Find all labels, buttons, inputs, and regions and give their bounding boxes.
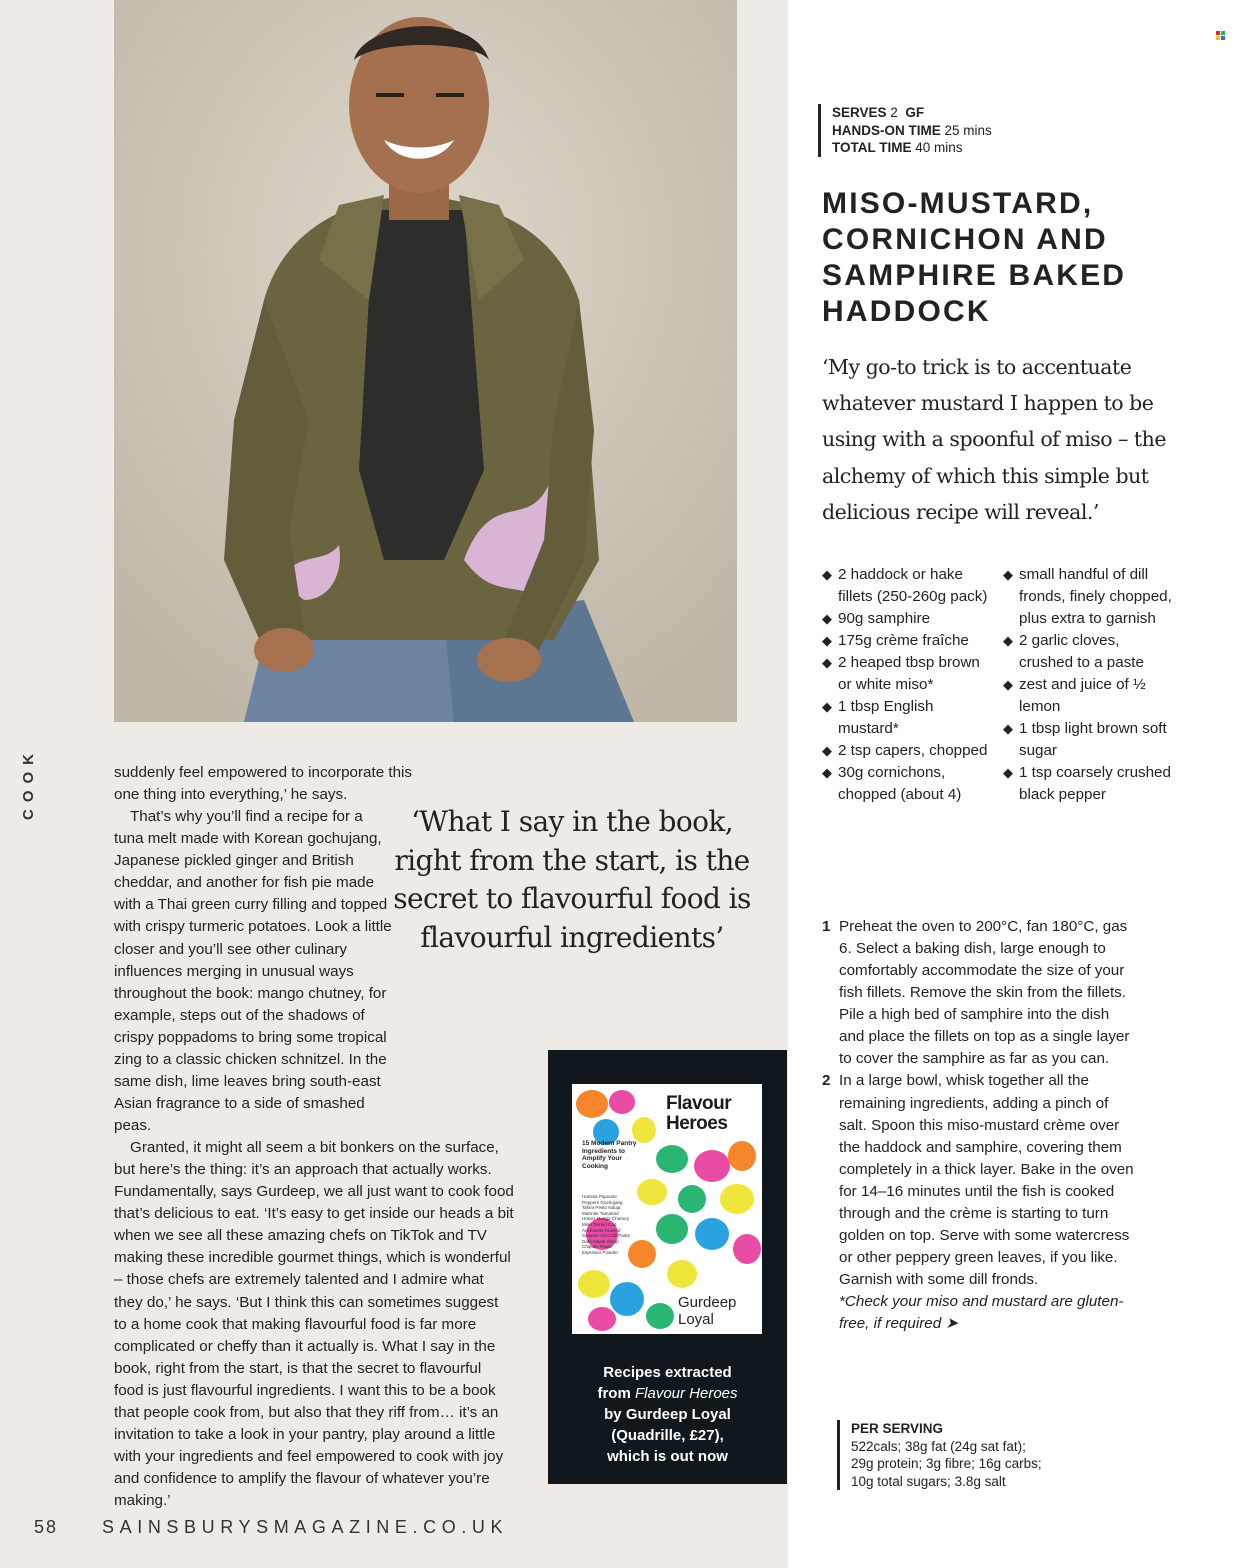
book-promo-box bbox=[548, 1050, 787, 1484]
cover-blob bbox=[576, 1090, 608, 1118]
bullet-icon: ◆ bbox=[822, 743, 832, 758]
cover-blob bbox=[609, 1090, 635, 1114]
method-step bbox=[822, 1070, 1134, 1291]
ingredient-item: ◆ 1 tsp coarsely crushed black pepper bbox=[1003, 764, 1171, 803]
ingredient-item: ◆ 2 tsp capers, chopped bbox=[822, 740, 997, 762]
website-url: SAINSBURYSMAGAZINE.CO.UK bbox=[102, 1517, 509, 1537]
recipe-title: MISO-MUSTARD, CORNICHON AND SAMPHIRE BAKED HADDOCK bbox=[822, 187, 1127, 328]
nutrition-line: 29g protein; 3g fibre; 16g carbs; bbox=[851, 1456, 1042, 1471]
ingredient-item: ◆ 2 heaped tbsp brown or white miso* bbox=[822, 654, 980, 693]
book-caption: Recipes extracted from Flavour Heroes by Gurdeep Loyal (Quadrille, £27), which is out now bbox=[597, 1364, 738, 1465]
ingredient-item: ◆ 1 tbsp English mustard* bbox=[822, 698, 934, 737]
method-steps bbox=[822, 916, 1134, 1335]
cover-blob bbox=[646, 1303, 674, 1329]
cover-blob bbox=[733, 1234, 761, 1264]
bullet-icon: ◆ bbox=[822, 655, 832, 670]
colour-registration-mark bbox=[1216, 31, 1225, 40]
cover-blob bbox=[695, 1218, 729, 1250]
step-text: In a large bowl, whisk together all the remaining ingredients, adding a pinch of salt. Spoon this miso-mustard crème over the haddock and samphire, covering them completely in a thick layer. Bake in the oven for 14–16 minutes until the fish is cooked through and the crème is starting to turn golden on top. Serve with some watercress or other peppery green leaves, if you like. Garnish with some dill fronds. bbox=[839, 1072, 1134, 1288]
method-step bbox=[822, 916, 1134, 1070]
ingredient-item: ◆ 90g samphire bbox=[822, 608, 997, 630]
page-number: 58 bbox=[34, 1517, 59, 1537]
nutrition-line: 10g total sugars; 3.8g salt bbox=[851, 1473, 1006, 1489]
article-paragraph: suddenly feel empowered to incorporate this one thing into everything,’ he says. bbox=[114, 764, 413, 804]
bullet-icon: ◆ bbox=[1003, 677, 1013, 692]
cover-blob bbox=[694, 1150, 730, 1182]
bullet-icon: ◆ bbox=[822, 567, 832, 582]
ingredients-list-right bbox=[1003, 564, 1173, 806]
section-label: COOK bbox=[20, 747, 37, 820]
cover-blob bbox=[728, 1141, 756, 1171]
ingredients-list-left bbox=[822, 564, 997, 806]
book-cover-title: Flavour Heroes bbox=[666, 1093, 732, 1134]
cover-blob bbox=[637, 1179, 667, 1205]
nutrition-line: 522cals; 38g fat (24g sat fat); bbox=[851, 1438, 1026, 1454]
book-cover-subtitle: 15 Modern Pantry Ingredients to Amplify Your Cooking bbox=[582, 1140, 637, 1170]
bullet-icon: ◆ bbox=[1003, 721, 1013, 736]
step-text: Preheat the oven to 200°C, fan 180°C, gas 6. Select a baking dish, large enough to comfortably accommodate the size of your fish fillets. Remove the skin from the fillets. Pile a high bed of samphire into the dish and place the fillets on top as a single layer to cover the samphire as far as you can. bbox=[839, 918, 1130, 1068]
bullet-icon: ◆ bbox=[822, 633, 832, 648]
bullet-icon: ◆ bbox=[822, 765, 832, 780]
cover-blob bbox=[667, 1260, 697, 1288]
recipe-intro-quote: ‘My go-to trick is to accentuate whatever mustard I happen to be using with a spoonful of miso – the alchemy of which this simple but delicious recipe will reveal.’ bbox=[822, 355, 1166, 524]
article-paragraph: Granted, it might all seem a bit bonkers on the surface, but here’s the thing: it’s an approach that actually works. Fundamentally, says Gurdeep, we all just want to cook food that’s delicious to eat. ‘It’s easy to get inside our heads a bit when we see all these amazing chefs on TikTok and TV making these incredible gourmet things, which is wonderful – those chefs are extremely talented and I admire what they do,’ he says. ‘But I think this can sometimes suggest to a home cook that making flavourful food is far more complicated or cheffy than it actually is. What I say in the book, right from the start, is that the secret to flavourful food is just flavourful ingredients. I want this to be a book that people cook from, but also that they riff from… it’s an invitation to take a look in your pantry, play around a little with your ingredients and feel empowered to cook with joy and confidence to amplify the flavour of whatever you’re making.’ bbox=[114, 1139, 514, 1510]
ingredient-item: ◆ small handful of dill fronds, finely chopped, plus extra to garnish bbox=[1003, 566, 1172, 627]
step-number: 2 bbox=[822, 1072, 831, 1090]
ingredient-item: ◆ 1 tbsp light brown soft sugar bbox=[1003, 720, 1167, 759]
bullet-icon: ◆ bbox=[1003, 765, 1013, 780]
book-cover-author: Gurdeep Loyal bbox=[678, 1294, 737, 1328]
bullet-icon: ◆ bbox=[822, 611, 832, 626]
cover-blob bbox=[656, 1214, 688, 1244]
step-number: 1 bbox=[822, 918, 831, 935]
article-paragraph: That’s why you’ll find a recipe for a tuna melt made with Korean gochujang, Japanese pickled ginger and British cheddar, and another for fish pie made with a Thai green curry filling and topped with crispy turmeric potatoes. Look a little closer and you’ll see other culinary influences merging in unusual ways throughout the book: mango chutney, for example, steps out of the shadows of crispy poppadoms to bring some tropical zing to a classic chicken schnitzel. In the same dish, lime leaves bring south-east Asian fragrance to a side of smashed peas. bbox=[114, 808, 392, 1134]
nutrition-title: PER SERVING bbox=[851, 1421, 944, 1436]
cover-blob bbox=[656, 1145, 688, 1173]
gluten-free-note: *Check your miso and mustard are gluten-free, if required ➤ bbox=[839, 1293, 1124, 1333]
cover-blob bbox=[678, 1185, 706, 1213]
ingredient-item: ◆ 30g cornichons, chopped (about 4) bbox=[822, 764, 962, 803]
ingredient-item: ◆ zest and juice of ½ lemon bbox=[1003, 676, 1146, 715]
bullet-icon: ◆ bbox=[822, 699, 832, 714]
book-cover-pantry-list: Harissa Piquante Peppers Gochujang Tahini Pesto Nduja Marmite Tamarind Honey Mango Chutney Miso Tinned Cod Anchovies Toasted Sesame Oil Chilli Paste Dark Maple Syrup Chipotle Paste Espresso Powder bbox=[582, 1194, 630, 1255]
ingredient-item: ◆ 2 garlic cloves, crushed to a paste bbox=[1003, 632, 1144, 671]
ingredient-item: ◆ 2 haddock or hake fillets (250-260g pack) bbox=[822, 566, 988, 605]
recipe-meta: SERVES 2 GF HANDS-ON TIME 25 mins TOTAL TIME 40 mins bbox=[818, 104, 992, 157]
nutrition-info bbox=[837, 1420, 1042, 1490]
book-cover bbox=[572, 1084, 762, 1334]
cover-blob bbox=[588, 1307, 616, 1331]
cover-blob bbox=[578, 1270, 610, 1298]
bullet-icon: ◆ bbox=[1003, 633, 1013, 648]
bullet-icon: ◆ bbox=[1003, 567, 1013, 582]
cover-blob bbox=[720, 1184, 754, 1214]
portrait-photo bbox=[114, 0, 737, 722]
pull-quote: ‘What I say in the book, right from the start, is the secret to flavourful food is flavourful ingredients’ bbox=[393, 805, 751, 954]
ingredient-item: ◆ 175g crème fraîche bbox=[822, 630, 997, 652]
cover-blob bbox=[610, 1282, 644, 1316]
cover-blob bbox=[628, 1240, 656, 1268]
